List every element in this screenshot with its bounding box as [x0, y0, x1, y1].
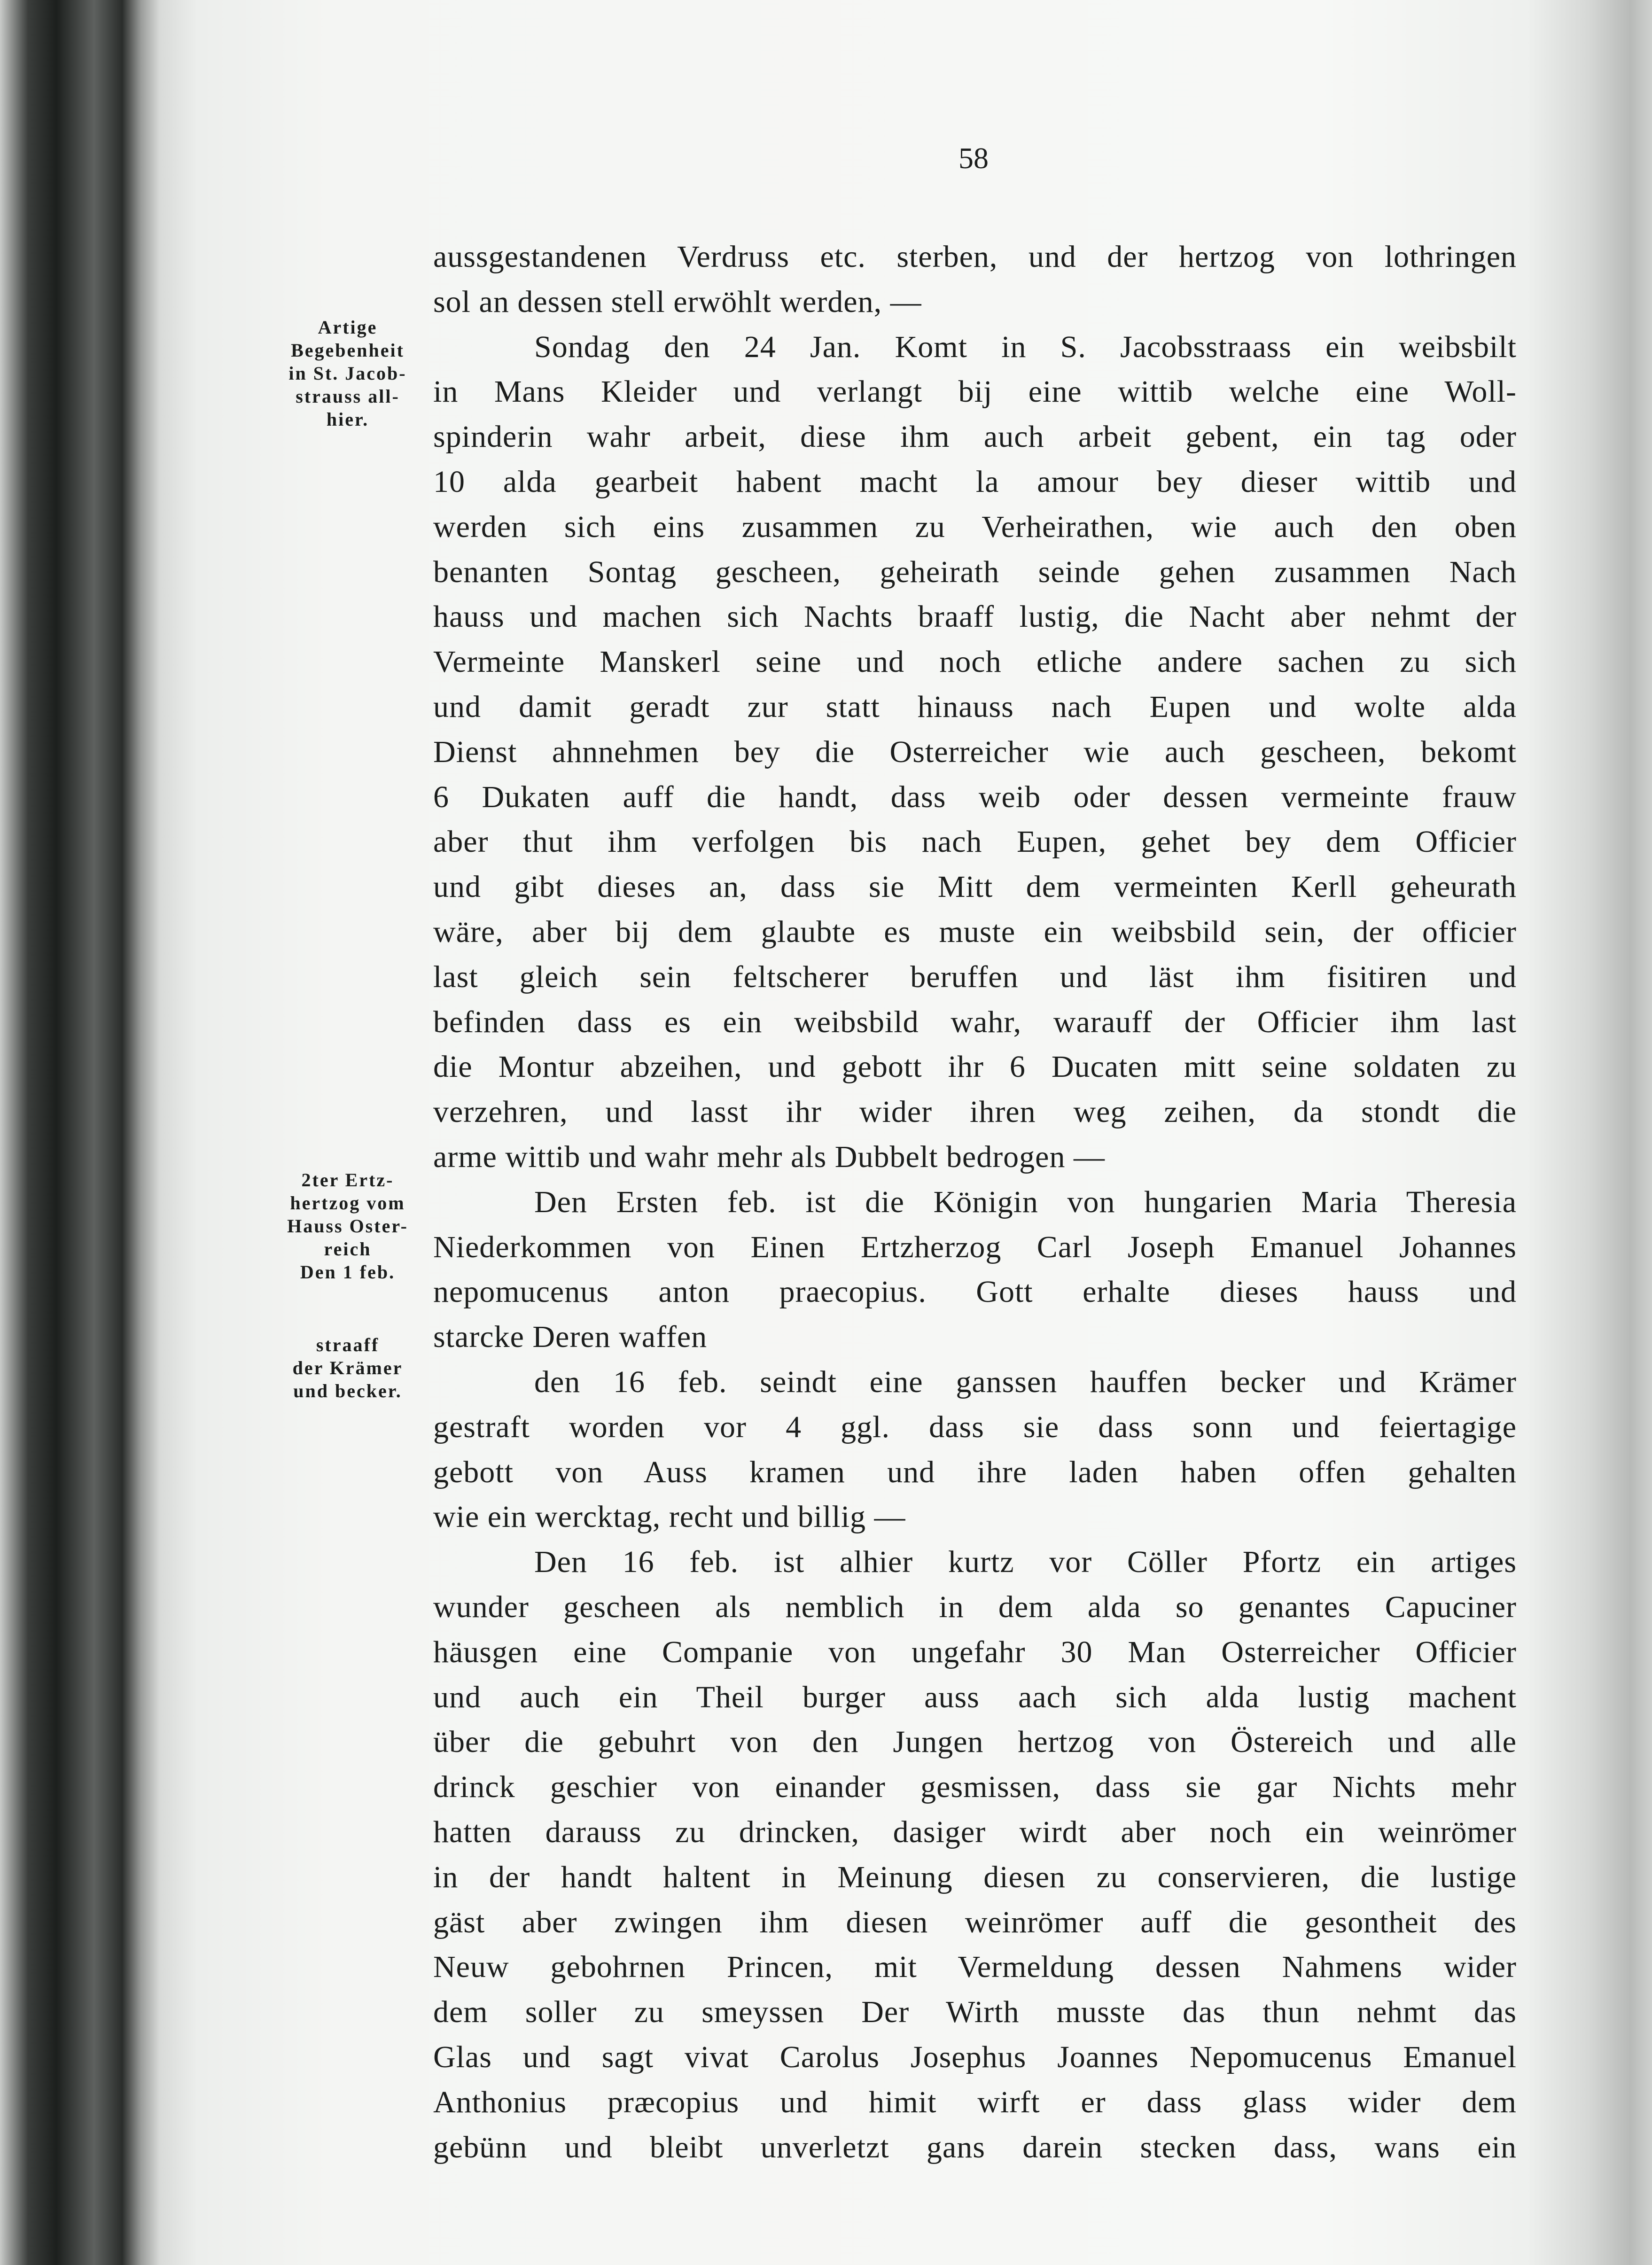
text-line: Den Ersten feb. ist die Königin von hungarien Maria Theresia [534, 1184, 1517, 1219]
margin-note-line: der Krämer [292, 1357, 403, 1378]
text-line: wunder gescheen als nemblich in dem alda so genantes Capuciner [433, 1590, 1517, 1624]
text-line: Vermeinte Manskerl seine und noch etliche andere sachen zu sich [433, 645, 1517, 679]
text-line: gäst aber zwingen ihm diesen weinrömer auff die gesontheit des [433, 1905, 1517, 1939]
margin-note-line: hier. [326, 409, 369, 430]
text-line: arme wittib und wahr mehr als Dubbelt bedrogen — [433, 1140, 1105, 1174]
text-line: in Mans Kleider und verlangt bij eine wittib welche eine Woll- [433, 374, 1517, 409]
text-line: Neuw gebohrnen Princen, mit Vermeldung dessen Nahmens wider [433, 1950, 1517, 1985]
margin-note-line: reich [324, 1238, 372, 1260]
margin-note-line: strauss all- [296, 386, 400, 407]
text-line: 10 alda gearbeit habent macht la amour bey dieser wittib und [433, 465, 1517, 499]
text-line: sol an dessen stell erwöhlt werden, — [433, 284, 922, 319]
margin-note-line: Artige [318, 317, 378, 338]
text-line: Dienst ahnnehmen bey die Osterreicher wie auch gescheen, bekomt [433, 734, 1517, 769]
page-number: 58 [958, 141, 989, 175]
text-line: wäre, aber bij dem glaubte es muste ein weibsbild sein, der officier [433, 915, 1517, 949]
text-line: aussgestandenen Verdruss etc. sterben, und der hertzog von lothringen [433, 240, 1517, 274]
margin-note-line: Hauss Oster- [287, 1215, 408, 1237]
text-line: Niederkommen von Einen Ertzherzog Carl Joseph Emanuel Johannes [433, 1230, 1517, 1264]
text-line: Anthonius præcopius und himit wirft er dass glass wider dem [433, 2085, 1517, 2119]
text-line: nepomucenus anton praecopius. Gott erhalte dieses hauss und [433, 1275, 1517, 1309]
margin-note-line: in St. Jacob- [288, 363, 407, 384]
text-line: befinden dass es ein weibsbild wahr, warauff der Officier ihm last [433, 1004, 1517, 1039]
text-line: dem soller zu smeyssen Der Wirth musste das thun nehmt das [433, 1995, 1517, 2030]
text-line: und damit geradt zur statt hinauss nach Eupen und wolte alda [433, 690, 1517, 724]
margin-note-line: Begebenheit [291, 340, 405, 361]
text-line: gebott von Auss kramen und ihre laden haben offen gehalten [433, 1455, 1517, 1489]
book-binding-shadow [0, 0, 160, 2265]
text-line: häusgen eine Companie von ungefahr 30 Man Osterreicher Officier [433, 1635, 1517, 1669]
text-line: aber thut ihm verfolgen bis nach Eupen, gehet bey dem Officier [433, 825, 1517, 859]
text-line: Den 16 feb. ist alhier kurtz vor Cöller Pfortz ein artiges [534, 1545, 1517, 1580]
text-line: verzehren, und lasst ihr wider ihren weg zeihen, da stondt die [433, 1095, 1517, 1129]
text-line: in der handt haltent in Meinung diesen zu conservieren, die lustige [433, 1860, 1517, 1894]
text-line: gestraft worden vor 4 ggl. dass sie dass sonn und feiertagige [433, 1409, 1517, 1444]
text-line: hauss und machen sich Nachts braaff lustig, die Nacht aber nehmt der [433, 599, 1517, 634]
text-line: die Montur abzeihen, und gebott ihr 6 Ducaten mitt seine soldaten zu [433, 1050, 1517, 1084]
margin-note-line: und becker. [293, 1380, 402, 1401]
margin-note-line: straaff [316, 1334, 380, 1355]
text-line: gebünn und bleibt unverletzt gans darein stecken dass, wans ein [433, 2130, 1517, 2164]
text-line: und gibt dieses an, dass sie Mitt dem vermeinten Kerll geheurath [433, 870, 1517, 904]
text-line: und auch ein Theil burger auss aach sich alda lustig machent [433, 1680, 1517, 1714]
text-line: drinck geschier von einander gesmissen, dass sie gar Nichts mehr [433, 1770, 1517, 1805]
text-line: last gleich sein feltscherer beruffen und läst ihm fisitiren und [433, 959, 1517, 994]
text-line: spinderin wahr arbeit, diese ihm auch arbeit gebent, ein tag oder [433, 420, 1517, 454]
text-line: starcke Deren waffen [433, 1320, 708, 1354]
text-line: den 16 feb. seindt eine ganssen hauffen becker und Krämer [534, 1365, 1517, 1399]
text-line: 6 Dukaten auff die handt, dass weib oder dessen vermeinte frauw [433, 779, 1517, 814]
text-line: Glas und sagt vivat Carolus Josephus Joannes Nepomucenus Emanuel [433, 2040, 1517, 2074]
text-line: hatten darauss zu drincken, dasiger wirdt aber noch ein weinrömer [433, 1815, 1517, 1849]
margin-note-line: hertzog vom [290, 1192, 405, 1214]
margin-note-line: 2ter Ertz- [301, 1169, 394, 1191]
text-line: benanten Sontag gescheen, geheirath seinde gehen zusammen Nach [433, 554, 1517, 589]
text-line: Sondag den 24 Jan. Komt in S. Jacobsstraass ein weibsbilt [534, 329, 1517, 364]
margin-note-line: Den 1 feb. [300, 1261, 396, 1283]
text-line: wie ein wercktag, recht und billig — [433, 1500, 906, 1534]
text-line: werden sich eins zusammen zu Verheirathen, wie auch den oben [433, 509, 1517, 544]
text-line: über die gebuhrt von den Jungen hertzog von Östereich und alle [433, 1725, 1517, 1759]
